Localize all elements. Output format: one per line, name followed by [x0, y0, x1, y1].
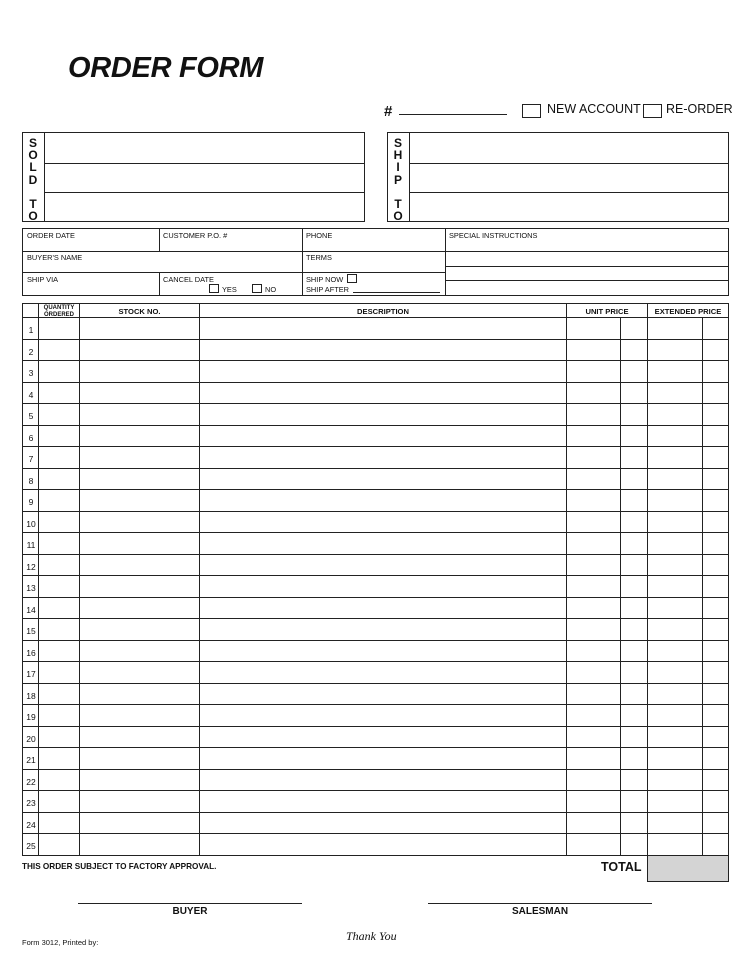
table-row[interactable] [23, 640, 728, 662]
row-number: 10 [26, 518, 36, 529]
form-info: Form 3012, Printed by: [22, 938, 99, 947]
row-number: 4 [28, 389, 34, 400]
stock-no-header: STOCK NO. [118, 307, 161, 316]
thank-you-text: Thank You [346, 929, 397, 943]
sold-to-line-1-field[interactable] [45, 133, 364, 163]
table-row[interactable] [23, 597, 728, 619]
table-row[interactable] [23, 683, 728, 705]
table-row[interactable] [23, 425, 728, 447]
special-instructions-field[interactable] [447, 252, 728, 295]
row-number: 8 [28, 475, 34, 486]
row-number: 3 [28, 368, 34, 378]
table-row[interactable] [23, 833, 728, 855]
ship-via-label: SHIP VIA [27, 275, 59, 284]
terms-field[interactable] [304, 261, 444, 271]
reorder-checkbox[interactable] [643, 104, 662, 118]
ship-to-letter: O [393, 209, 403, 224]
order-info-grid [22, 228, 729, 296]
order-number-label: # [384, 103, 393, 120]
table-row[interactable] [23, 339, 728, 361]
table-row[interactable] [23, 790, 728, 812]
row-number: 9 [28, 497, 34, 507]
table-row[interactable] [23, 661, 728, 683]
sold-to-letter: S [28, 136, 37, 150]
new-account-label: NEW ACCOUNT [547, 102, 641, 116]
salesman-label: SALESMAN [511, 906, 569, 917]
table-row[interactable] [23, 618, 728, 640]
table-row[interactable] [23, 532, 728, 554]
row-number: 19 [26, 712, 36, 722]
phone-field[interactable] [304, 239, 444, 250]
quantity-header-line1: QUANTITY [43, 305, 75, 311]
buyers-name-field[interactable] [24, 261, 301, 271]
info-grid-line [23, 272, 446, 273]
table-row[interactable] [23, 704, 728, 726]
table-row[interactable] [23, 403, 728, 425]
table-row[interactable] [23, 382, 728, 404]
sold-to-letter: T [29, 196, 37, 211]
table-row[interactable] [23, 446, 728, 468]
table-row[interactable] [23, 769, 728, 791]
buyers-name-label: BUYER'S NAME [27, 253, 83, 262]
table-row[interactable] [23, 468, 728, 490]
description-header: DESCRIPTION [357, 307, 409, 316]
row-number: 21 [26, 755, 36, 765]
table-body [23, 317, 728, 855]
sold-to-letter: L [29, 160, 37, 175]
buyer-label: BUYER [172, 906, 208, 917]
row-number: 20 [26, 733, 36, 744]
sold-to-letter: D [28, 172, 38, 187]
row-number: 22 [26, 776, 36, 787]
ship-to-letter: T [394, 196, 402, 211]
ship-to-letter: I [396, 160, 400, 175]
row-number: 25 [26, 841, 36, 851]
info-grid-divider [159, 272, 160, 296]
total-label: TOTAL [601, 860, 642, 874]
ship-to-box [387, 132, 729, 222]
cancel-no-checkbox[interactable] [252, 284, 262, 293]
sold-to-vertical-label [23, 137, 43, 222]
info-grid-line [23, 251, 446, 252]
row-number: 13 [26, 583, 36, 593]
row-number: 11 [26, 540, 36, 550]
row-number: 12 [26, 561, 36, 572]
order-date-field[interactable] [24, 239, 158, 250]
info-grid-divider [302, 229, 303, 296]
table-row[interactable] [23, 747, 728, 769]
ship-to-letter: H [393, 148, 403, 163]
ship-now-label: SHIP NOW [306, 275, 344, 284]
extended-price-header: EXTENDED PRICE [654, 307, 722, 316]
ship-after-label: SHIP AFTER [306, 285, 349, 294]
sold-to-letter-gap [23, 186, 43, 198]
quantity-header-line2: ORDERED [43, 311, 74, 318]
row-number: 23 [26, 798, 36, 808]
row-number: 6 [28, 432, 34, 443]
sold-to-line-2-field[interactable] [45, 164, 364, 192]
table-row[interactable] [23, 575, 728, 597]
cancel-yes-label: YES [222, 285, 237, 294]
buyer-signature-line[interactable] [78, 903, 302, 904]
ship-to-letter-gap [388, 186, 408, 198]
cancel-no-label: NO [265, 285, 277, 294]
sold-to-letter: O [28, 148, 38, 163]
salesman-signature-line[interactable] [428, 903, 652, 904]
ship-after-field[interactable] [353, 292, 440, 293]
row-number: 7 [28, 454, 34, 464]
page-title: ORDER FORM [68, 52, 264, 84]
table-row[interactable] [23, 554, 728, 576]
row-number: 14 [26, 604, 36, 615]
ship-via-field[interactable] [24, 283, 158, 295]
row-number: 18 [26, 690, 36, 701]
ship-to-letter: S [393, 136, 402, 150]
table-row[interactable] [23, 360, 728, 382]
order-number-field[interactable] [399, 114, 507, 115]
items-table [22, 303, 729, 856]
sold-to-letter: O [28, 209, 38, 224]
info-grid-divider [445, 229, 446, 296]
cancel-yes-checkbox[interactable] [209, 284, 219, 293]
table-row[interactable] [23, 489, 728, 511]
terms-label: TERMS [306, 253, 332, 262]
approval-note: THIS ORDER SUBJECT TO FACTORY APPROVAL. [22, 862, 217, 871]
row-number: 16 [26, 647, 36, 658]
ship-to-letter: P [393, 172, 402, 187]
reorder-label: RE-ORDER [666, 102, 733, 116]
total-field[interactable] [647, 855, 729, 882]
row-number: 2 [28, 346, 34, 357]
row-number: 17 [26, 669, 36, 679]
customer-po-label: CUSTOMER P.O. # [163, 231, 228, 240]
row-number: 15 [26, 626, 36, 636]
ship-to-vertical-label [388, 137, 408, 222]
row-number: 5 [28, 411, 34, 421]
table-row[interactable] [23, 812, 728, 834]
sold-to-line-3-field[interactable] [45, 193, 364, 221]
customer-po-field[interactable] [161, 239, 301, 250]
info-grid-divider [159, 229, 160, 251]
ship-now-checkbox[interactable] [347, 274, 357, 283]
special-instructions-label: SPECIAL INSTRUCTIONS [449, 231, 538, 240]
row-number: 24 [26, 819, 36, 830]
phone-label: PHONE [306, 231, 333, 240]
table-row[interactable] [23, 511, 728, 533]
sold-to-box [22, 132, 365, 222]
new-account-checkbox[interactable] [522, 104, 541, 118]
row-number: 1 [28, 325, 34, 335]
cancel-date-label: CANCEL DATE [163, 275, 214, 284]
ship-to-line-3-field[interactable] [410, 193, 728, 221]
table-row[interactable] [23, 317, 728, 339]
unit-price-header: UNIT PRICE [585, 307, 629, 316]
ship-to-line-2-field[interactable] [410, 164, 728, 192]
table-row[interactable] [23, 726, 728, 748]
order-date-label: ORDER DATE [27, 231, 75, 240]
ship-to-line-1-field[interactable] [410, 133, 728, 163]
